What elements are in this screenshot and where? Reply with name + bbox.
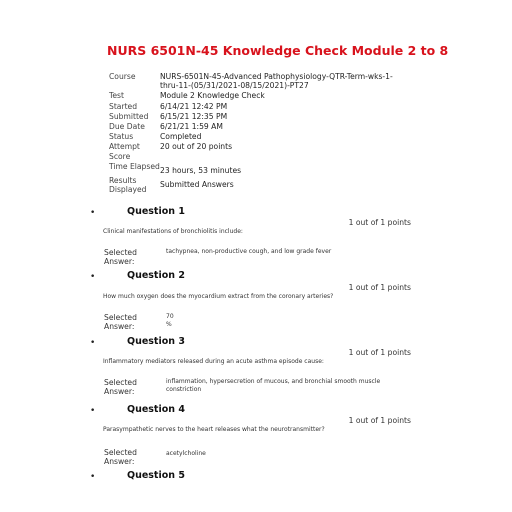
question-heading: Question 3 xyxy=(127,336,185,347)
test-info-table xyxy=(109,72,409,195)
info-value: Completed xyxy=(160,132,202,142)
question-points: 1 out of 1 points xyxy=(348,348,411,357)
info-label: Status xyxy=(109,132,134,142)
bullet: • xyxy=(90,472,96,482)
question-heading: Question 4 xyxy=(127,404,185,415)
selected-answer: tachypnea, non-productive cough, and low grade fever xyxy=(166,248,332,255)
info-value: 20 out of 20 points xyxy=(160,142,233,152)
selected-answer-label: Selected Answer: xyxy=(104,378,137,396)
selected-answer: acetylcholine xyxy=(166,450,206,457)
question-heading: Question 5 xyxy=(127,470,185,481)
question-points: 1 out of 1 points xyxy=(348,416,411,425)
info-value: Module 2 Knowledge Check xyxy=(160,91,265,101)
info-value: 6/14/21 12:42 PM xyxy=(160,101,228,111)
question-heading: Question 1 xyxy=(127,206,185,217)
bullet: • xyxy=(90,406,96,416)
bullet: • xyxy=(90,272,96,282)
question-text: How much oxygen does the myocardium extract from the coronary arteries? xyxy=(103,293,334,300)
bullet: • xyxy=(90,338,96,348)
info-row-status xyxy=(109,132,409,141)
info-row-course xyxy=(109,72,409,90)
selected-answer-label: Selected Answer: xyxy=(104,313,137,331)
question-text: Parasympathetic nerves to the heart releases what the neurotransmitter? xyxy=(103,426,325,433)
bullet: • xyxy=(90,208,96,218)
question-text: Clinical manifestations of bronchiolitis include: xyxy=(103,228,243,235)
info-value: 6/15/21 12:35 PM xyxy=(160,111,228,121)
info-value: Submitted Answers xyxy=(160,180,234,190)
selected-answer: 70 % xyxy=(166,313,174,328)
question-heading: Question 2 xyxy=(127,270,185,281)
info-label: Time Elapsed xyxy=(109,161,160,171)
info-row-submitted xyxy=(109,112,409,121)
selected-answer-label: Selected Answer: xyxy=(104,248,137,266)
info-row-results-displayed xyxy=(109,176,409,194)
info-label: Course xyxy=(109,72,136,81)
selected-answer-label: Selected Answer: xyxy=(104,448,137,466)
question-points: 1 out of 1 points xyxy=(348,283,411,292)
page-title: NURS 6501N-45 Knowledge Check Module 2 to 8 xyxy=(107,43,449,58)
info-row-attempt-score xyxy=(109,142,409,160)
question-text: Inflammatory mediators released during an acute asthma episode cause: xyxy=(103,358,324,365)
info-row-started xyxy=(109,102,409,111)
info-row-test xyxy=(109,91,409,100)
info-label: Started xyxy=(109,101,138,111)
info-value: 6/21/21 1:59 AM xyxy=(160,122,223,132)
info-label: Attempt Score xyxy=(109,142,140,161)
info-value: 23 hours, 53 minutes xyxy=(160,165,242,175)
info-label: Submitted xyxy=(109,111,149,121)
info-value: NURS-6501N-45-Advanced Pathophysiology-QTR-Term-wks-1-thru-11-(05/31/2021-08/15/2021)-PT27 xyxy=(160,72,393,91)
selected-answer: inflammation, hypersecretion of mucous, and bronchial smooth muscle constriction xyxy=(166,378,381,393)
question-points: 1 out of 1 points xyxy=(348,218,411,227)
info-label: Due Date xyxy=(109,122,145,132)
info-label: Results Displayed xyxy=(109,176,147,195)
info-label: Test xyxy=(109,91,124,101)
info-row-due-date xyxy=(109,122,409,131)
info-row-time-elapsed xyxy=(109,162,409,175)
